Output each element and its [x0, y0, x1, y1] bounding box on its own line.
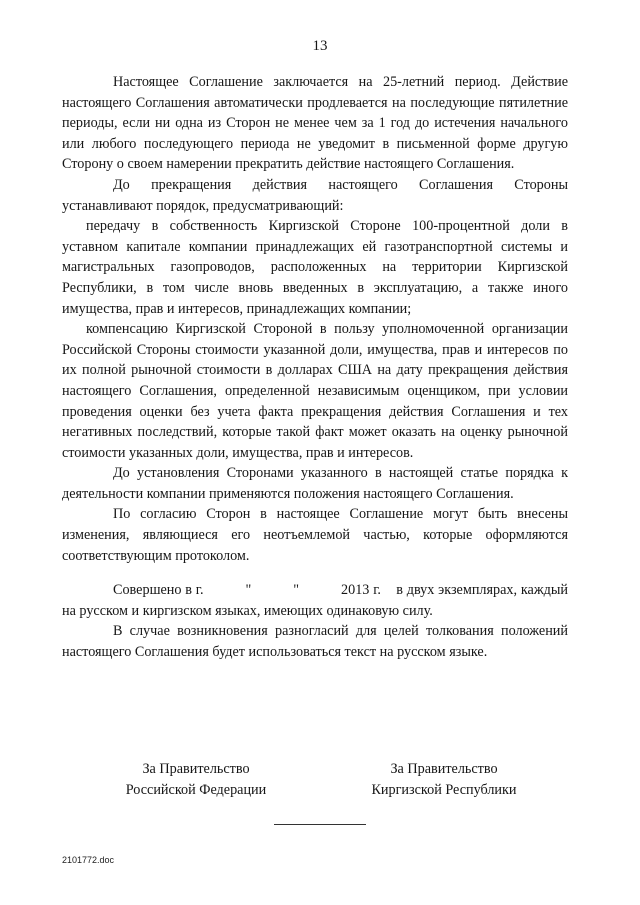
signature-block-kyrgyzstan	[334, 759, 554, 800]
paragraph-procedure-intro: До прекращения действия настоящего Соглашения Стороны устанавливают порядок, предусматривающий:	[62, 176, 568, 214]
signature-party: Российской Федерации	[125, 781, 267, 798]
signature-block-russia	[86, 759, 306, 800]
closing-divider	[274, 824, 366, 825]
signature-label: За Правительство	[142, 761, 250, 777]
paragraph-term: Настоящее Соглашение заключается на 25-летний период. Действие настоящего Соглашения автоматически продлевается на последующие пятилетние периоды, если ни одна из Сторон не менее чем за 1 год до истечения начального или любого последующего периода не уведомит в письменной форме другую Сторону о своем намерении прекратить действие настоящего Соглашения.	[62, 74, 568, 173]
paragraph-disagreements: В случае возникновения разногласий для целей толкования положений настоящего Соглашения будет использоваться текст на русском языке.	[62, 623, 568, 661]
paragraph-compensation: компенсацию Киргизской Стороной в пользу уполномоченной организации Российской Стороны стоимости указанной доли, имущества, прав и интересов по их полной рыночной стоимости в долларах США на дату прекращения действия настоящего Соглашения, определенной независимым оценщиком, при условии проведения оценки без учета факта прекращения действия Соглашения и тех негативных последствий, которые такой факт может оказать на оценку рыночной стоимости указанных доли, имущества, прав и интересов.	[62, 321, 568, 461]
signature-party: Киргизской Республики	[371, 781, 517, 798]
paragraph-amendments: По согласию Сторон в настоящее Соглашение могут быть внесены изменения, являющиеся его неотъемлемой частью, которые оформляются соответствующим протоколом.	[62, 506, 568, 564]
document-code: 2101772.doc	[62, 855, 115, 865]
document-body	[62, 72, 572, 663]
paragraph-interim-provisions: До установления Сторонами указанного в настоящей статье порядка к деятельности компании применяются положения настоящего Соглашения.	[62, 465, 568, 502]
paragraph-done-at: Совершено в г. " " 2013 г. в двух экземплярах, каждый на русском и киргизском языках, имеющих одинаковую силу.	[62, 582, 572, 619]
signature-label: За Правительство	[390, 761, 498, 777]
paragraph-transfer: передачу в собственность Киргизской Стороне 100-процентной доли в уставном капитале компании принадлежащих ей газотранспортной системы и магистральных газопроводов, расположенных на территории Киргизской Республики, в том числе вновь введенных в эксплуатацию, а также иного имущества, прав и интересов, принадлежащих компании;	[62, 218, 568, 317]
page-number: 13	[312, 38, 328, 54]
